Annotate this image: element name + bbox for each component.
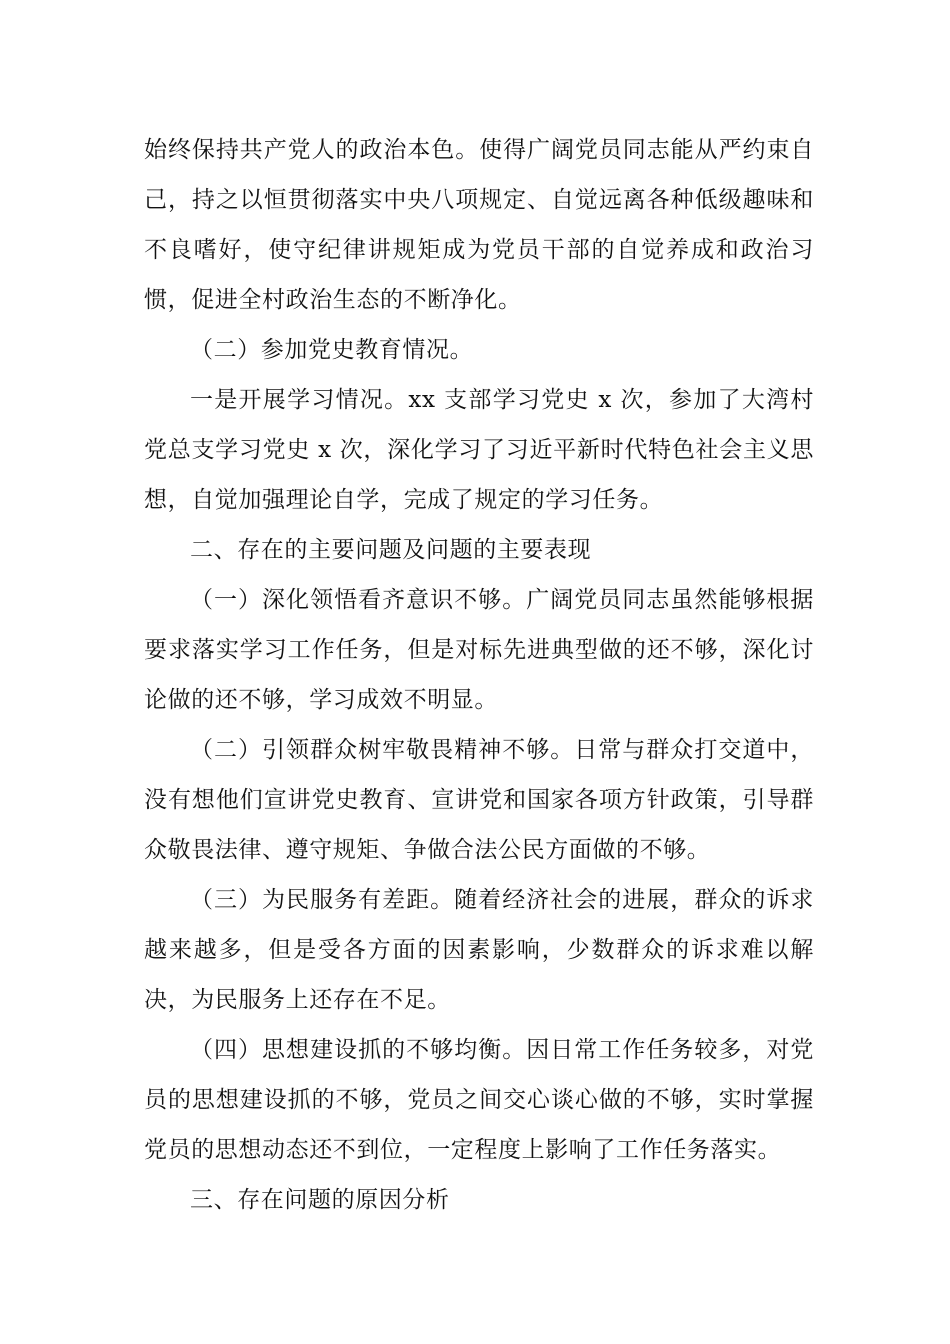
heading-party-history-education: （二）参加党史教育情况。 xyxy=(190,337,474,363)
heading-main-problems: 二、存在的主要问题及问题的主要表现 xyxy=(190,537,592,563)
document-body xyxy=(144,125,814,1225)
paragraph-problem-1: （一）深化领悟看齐意识不够。广阔党员同志虽然能够根据要求落实学习工作任务，但是对标先进典型做的还不够，深化讨论做的还不够，学习成效不明显。 xyxy=(144,587,814,713)
heading-cause-analysis: 三、存在问题的原因分析 xyxy=(190,1187,450,1213)
paragraph-political-character: 始终保持共产党人的政治本色。使得广阔党员同志能从严约束自己，持之以恒贯彻落实中央八项规定、自觉远离各种低级趣味和不良嗜好，使守纪律讲规矩成为党员干部的自觉养成和政治习惯，促进全村政治生态的不断净化。 xyxy=(144,137,814,313)
paragraph-problem-4: （四）思想建设抓的不够均衡。因日常工作任务较多，对党员的思想建设抓的不够，党员之间交心谈心做的不够，实时掌握党员的思想动态还不到位，一定程度上影响了工作任务落实。 xyxy=(144,1037,814,1163)
paragraph-study-status: 一是开展学习情况。xx 支部学习党史 x 次，参加了大湾村党总支学习党史 x 次，深化学习了习近平新时代特色社会主义思想，自觉加强理论自学，完成了规定的学习任务。 xyxy=(144,387,814,513)
paragraph-problem-2: （二）引领群众树牢敬畏精神不够。日常与群众打交道中，没有想他们宣讲党史教育、宣讲党和国家各项方针政策，引导群众敬畏法律、遵守规矩、争做合法公民方面做的不够。 xyxy=(144,737,814,863)
paragraph-problem-3: （三）为民服务有差距。随着经济社会的进展，群众的诉求越来越多，但是受各方面的因素影响，少数群众的诉求难以解决，为民服务上还存在不足。 xyxy=(144,887,814,1013)
